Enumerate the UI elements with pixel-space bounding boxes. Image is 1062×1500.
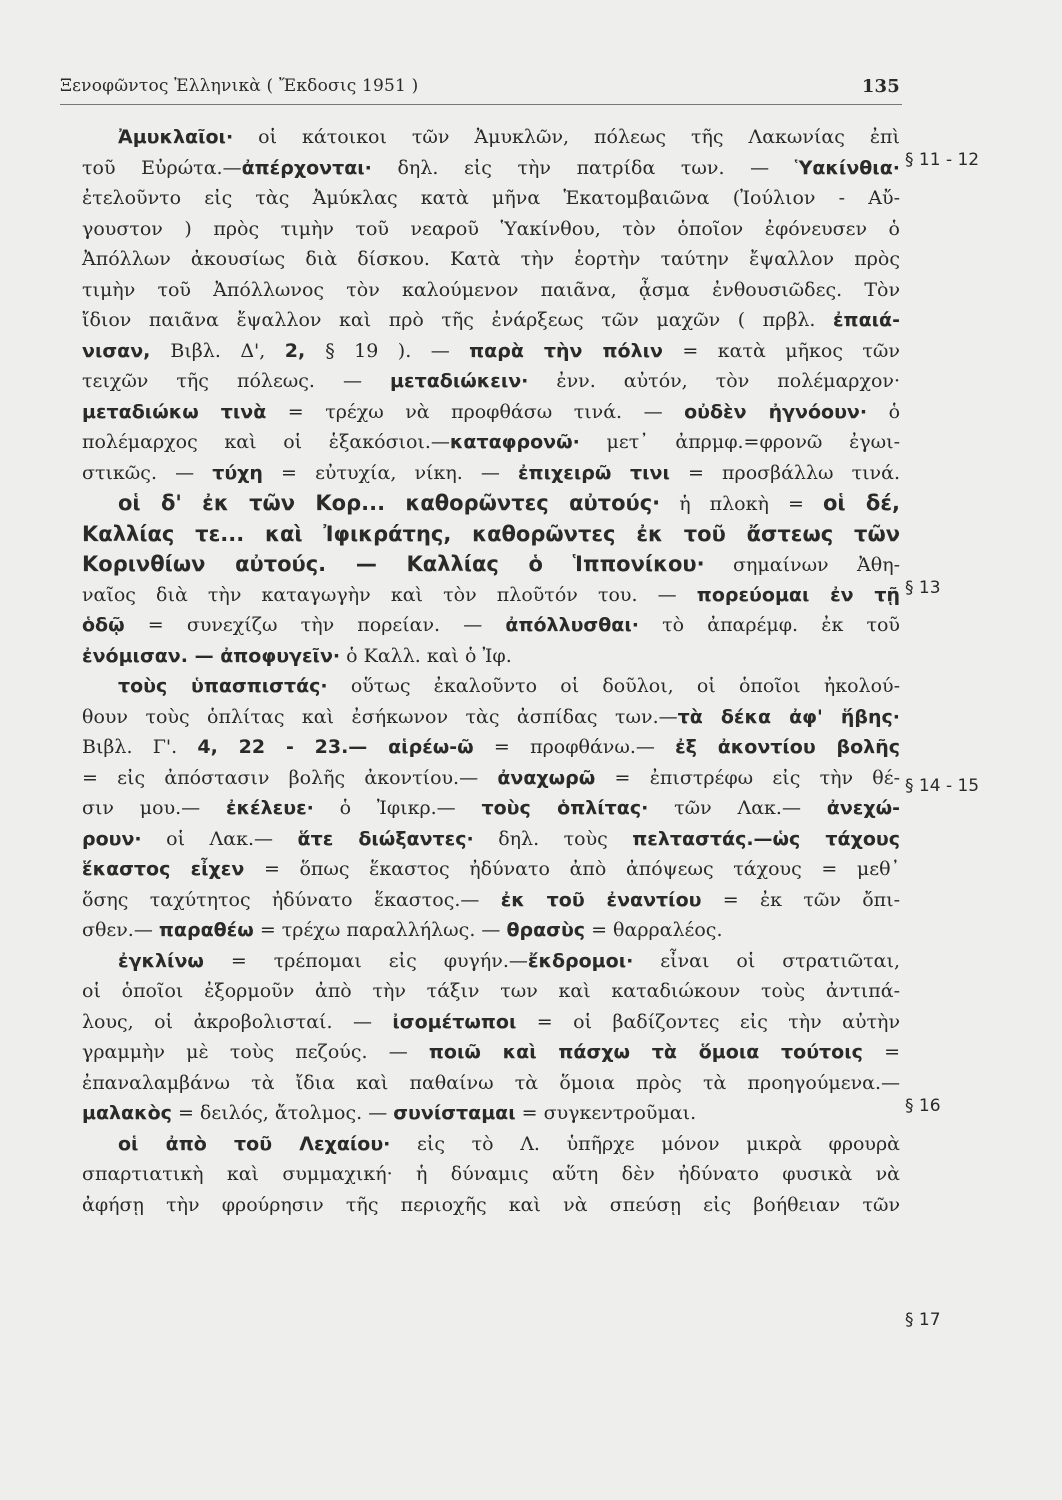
gloss: στικῶς. — (82, 461, 213, 484)
lemma: παραθέω (158, 919, 254, 941)
lemma: Ὑακίνθια· (794, 156, 900, 179)
gloss: ὁ Ἰφικρ.— (313, 797, 482, 819)
gloss: = συνεχίζω τὴν πορείαν. — (124, 614, 506, 636)
text-line (82, 885, 900, 916)
text-line (82, 793, 900, 824)
text-line (82, 1159, 900, 1190)
lemma: παρὰ τὴν πόλιν (469, 339, 663, 362)
gloss: τειχῶν τῆς πόλεως. — (82, 370, 391, 392)
gloss: = ἐκ τῶν ὄπι- (701, 888, 900, 911)
commentary-text (82, 122, 900, 1220)
text-line (82, 1068, 900, 1099)
text-line (82, 427, 900, 458)
gloss: = εὐτυχία, νίκη. — (262, 461, 518, 484)
text-line (82, 275, 900, 306)
text-line (82, 397, 900, 428)
gloss: τῶν Λακ.— (648, 797, 827, 819)
gloss: ἐπαναλαμβάνω τὰ ἴδια καὶ παθαίνω τὰ ὅμοια πρὸς τὰ προηγούμενα.— (82, 1071, 900, 1094)
book-title: Ξενοφῶντος Ἑλληνικὰ ( Ἔκδοσις 1951 ) (60, 76, 419, 96)
lemma: νισαν, (82, 339, 171, 362)
gloss: = ὅπως ἕκαστος ἠδύνατο ἀπὸ ἀπόψεως τάχους = μεθ᾽ (244, 858, 901, 880)
gloss: θουν τοὺς ὁπλίτας καὶ ἐσήκωνον τὰς ἀσπίδας των.— (82, 705, 678, 728)
lemma: ἐκέλευε· (225, 797, 314, 819)
gloss: μετ᾽ ἀπρμφ.=φρονῶ ἐγωι- (579, 431, 900, 453)
gloss: ναῖος διὰ τὴν καταγωγὴν καὶ τὸν πλοῦτόν του. — (82, 583, 697, 606)
gloss: Ἀπόλλων ἀκουσίως διὰ δίσκου. Κατὰ τὴν ἑορτὴν ταύτην ἔψαλλον πρὸς (82, 248, 900, 270)
gloss: γραμμὴν μὲ τοὺς πεζούς. — (82, 1041, 429, 1063)
text-line (82, 183, 900, 214)
text-line (82, 610, 900, 641)
text-line (82, 1007, 900, 1038)
gloss: = τρέχω νὰ προφθάσω τινά. — (266, 400, 685, 423)
gloss: = εἰς ἀπόστασιν βολῆς ἀκοντίου.— (82, 766, 498, 789)
gloss: τοῦ Εὐρώτα.— (82, 156, 242, 179)
text-line (82, 763, 900, 794)
lemma: οὐδὲν ἠγνόουν· (684, 400, 868, 423)
lemma: 4, 22 - 23.— αἱρέω-ῶ (197, 736, 474, 758)
text-line (82, 122, 900, 153)
lemma: καταφρονῶ· (449, 431, 580, 453)
gloss: = δειλός, ἄτολμος. — (171, 1102, 394, 1124)
text-line (82, 488, 900, 519)
section-marker: § 17 (905, 1310, 941, 1330)
gloss: = προφθάνω.— (473, 736, 676, 758)
gloss: = (862, 1041, 900, 1063)
gloss: = θαρραλέος. (585, 919, 723, 941)
gloss: σθεν.— (82, 919, 159, 941)
gloss: ὁ Καλλ. καὶ ὁ Ἰφ. (340, 644, 512, 667)
lemma: Ἀμυκλαῖοι· (118, 126, 234, 148)
lemma: ἐπιχειρῶ τινι (517, 461, 670, 484)
gloss: εἰς τὸ Λ. ὑπῆρχε μόνον μικρὰ φρουρὰ (390, 1132, 900, 1155)
running-header (60, 76, 900, 96)
gloss: οἱ Λακ.— (141, 827, 298, 850)
lemma: μεταδιώκω τινὰ (82, 400, 267, 423)
gloss: δηλ. τοὺς (473, 827, 633, 850)
text-line (82, 641, 900, 672)
gloss: σιν μου.— (82, 797, 226, 819)
lemma: οἱ ἀπὸ τοῦ Λεχαίου· (118, 1132, 391, 1155)
section-marker: § 11 - 12 (905, 150, 980, 170)
text-line (82, 458, 900, 489)
gloss: ἡ πλοκὴ = (660, 493, 823, 515)
lemma: τὰ δέκα ἀφ' ἥβης· (677, 705, 900, 728)
gloss: τιμὴν τοῦ Ἀπόλλωνος τὸν καλούμενον παιᾶνα, ᾆσμα ἐνθουσιῶδες. Τὸν (82, 278, 900, 301)
gloss: οἱ ὁποῖοι ἐξορμοῦν ἀπὸ τὴν τάξιν των καὶ καταδιώκουν τοὺς ἀντιπά- (82, 980, 900, 1002)
text-line (82, 366, 900, 397)
text-line (82, 336, 900, 367)
lemma: οἱ δέ, (822, 491, 900, 515)
gloss: ἐτελοῦντο εἰς τὰς Ἀμύκλας κατὰ μῆνα Ἑκατομβαιῶνα (Ἰούλιον - Αὔ- (82, 187, 900, 209)
text-line (82, 214, 900, 245)
lemma: ἀναχωρῶ (497, 766, 596, 789)
lemma: ἕκαστος εἶχεν (82, 858, 245, 880)
lemma: θρασὺς (506, 919, 586, 941)
lemma: ἀνεχώ- (826, 797, 901, 819)
gloss: ὅσης ταχύτητος ἠδύνατο ἕκαστος.— (82, 888, 501, 911)
gloss: σπαρτιατικὴ καὶ συμμαχική· ἡ δύναμις αὕτη δὲν ἠδύνατο φυσικὰ νὰ (82, 1163, 900, 1185)
lemma: ἀπέρχονται· (241, 156, 372, 179)
lemma: ὁδῷ (82, 614, 125, 636)
lemma: τοὺς ὁπλίτας· (481, 797, 649, 819)
text-line (82, 946, 900, 977)
lemma: οἱ δ' ἐκ τῶν Κορ... καθορῶντες αὐτούς· (118, 491, 661, 515)
gloss: δηλ. εἰς τὴν πατρίδα των. — (371, 156, 795, 179)
text-line (82, 824, 900, 855)
gloss: = οἱ βαδίζοντες εἰς τὴν αὐτὴν (516, 1010, 900, 1033)
lemma: συνίσταμαι (393, 1102, 516, 1124)
gloss: = κατὰ μῆκος τῶν (662, 339, 900, 362)
gloss: οὕτως ἐκαλοῦντο οἱ δοῦλοι, οἱ ὁποῖοι ἠκολού- (327, 675, 900, 697)
text-line (82, 854, 900, 885)
lemma: Κορινθίων αὐτούς. — Καλλίας ὁ Ἱππονίκου· (82, 552, 705, 576)
lemma: ἰσομέτωποι (392, 1010, 517, 1033)
gloss: ἴδιον παιᾶνα ἔψαλλον καὶ πρὸ τῆς ἐνάρξεως τῶν μαχῶν ( πρβλ. (82, 309, 833, 331)
gloss: λους, οἱ ἀκροβολισταί. — (82, 1010, 393, 1033)
gloss: = προσβάλλω τινά. (669, 461, 900, 484)
lemma: πελταστάς.—ὡς τάχους (632, 827, 900, 850)
lemma: μεταδιώκειν· (390, 370, 529, 392)
gloss: οἱ κάτοικοι τῶν Ἀμυκλῶν, πόλεως τῆς Λακωνίας ἐπὶ (233, 126, 900, 148)
gloss: γουστον ) πρὸς τιμὴν τοῦ νεαροῦ Ὑακίνθου, τὸν ὁποῖον ἐφόνευσεν ὁ (82, 217, 900, 240)
lemma: τύχη (212, 461, 263, 484)
lemma: ἀπόλλυσθαι· (505, 614, 639, 636)
section-marker: § 16 (905, 1096, 941, 1116)
page-number: 135 (861, 76, 900, 97)
text-line (82, 305, 900, 336)
text-line (82, 702, 900, 733)
text-line (82, 976, 900, 1007)
lemma: ἐπαιά- (832, 309, 900, 331)
text-line (82, 519, 900, 550)
lemma: ἔκδρομοι· (527, 949, 634, 972)
gloss: εἶναι οἱ στρατιῶται, (633, 949, 900, 972)
gloss: = συγκεντροῦμαι. (515, 1102, 697, 1124)
lemma: τοὺς ὑπασπιστάς· (118, 675, 328, 697)
text-line (82, 580, 900, 611)
lemma: ἐξ ἀκοντίου βολῆς (675, 736, 900, 758)
gloss: ὁ (867, 400, 901, 423)
gloss: Βιβλ. Γ'. (82, 736, 198, 758)
gloss: = ἐπιστρέφω εἰς τὴν θέ- (595, 766, 901, 789)
text-line (82, 732, 900, 763)
gloss: σημαίνων Ἀθη- (704, 554, 900, 576)
lemma: πορεύομαι ἐν τῇ (696, 583, 900, 606)
gloss: ἐνν. αὐτόν, τὸν πολέμαρχον· (528, 370, 901, 392)
text-line (82, 549, 900, 580)
text-line (82, 153, 900, 184)
text-line (82, 1190, 900, 1221)
lemma: Καλλίας τε... καὶ Ἰφικράτης, καθορῶντες ἐκ τοῦ ἄστεως τῶν (82, 521, 900, 546)
section-marker: § 14 - 15 (905, 776, 980, 796)
gloss: ἀφήσῃ τὴν φρούρησιν τῆς περιοχῆς καὶ νὰ σπεύσῃ εἰς βοήθειαν τῶν (82, 1193, 900, 1216)
header-rule (60, 104, 902, 105)
lemma: ἐνόμισαν. — ἀποφυγεῖν· (82, 644, 341, 667)
gloss: = τρέχω παραλλήλως. — (253, 919, 507, 941)
text-line (82, 1098, 900, 1129)
text-line (82, 244, 900, 275)
gloss: § 19 ). — (325, 339, 470, 362)
text-line (82, 1129, 900, 1160)
lemma: 2, (284, 339, 326, 362)
lemma: ἐγκλίνω (118, 949, 204, 972)
lemma: ἅτε διώξαντες· (297, 827, 474, 850)
lemma: ἐκ τοῦ ἐναντίου (500, 888, 702, 911)
lemma: μαλακὸς (82, 1102, 172, 1124)
lemma: ποιῶ καὶ πάσχω τὰ ὅμοια τούτοις (428, 1041, 863, 1063)
text-line (82, 1037, 900, 1068)
section-marker: § 13 (905, 578, 941, 598)
gloss: Βιβλ. Δ', (170, 339, 285, 362)
gloss: πολέμαρχος καὶ οἱ ἑξακόσιοι.— (82, 431, 450, 453)
lemma: ρουν· (82, 827, 142, 850)
gloss: τὸ ἀπαρέμφ. ἐκ τοῦ (638, 614, 900, 636)
text-line (82, 671, 900, 702)
text-line (82, 915, 900, 946)
gloss: = τρέπομαι εἰς φυγήν.— (203, 949, 528, 972)
